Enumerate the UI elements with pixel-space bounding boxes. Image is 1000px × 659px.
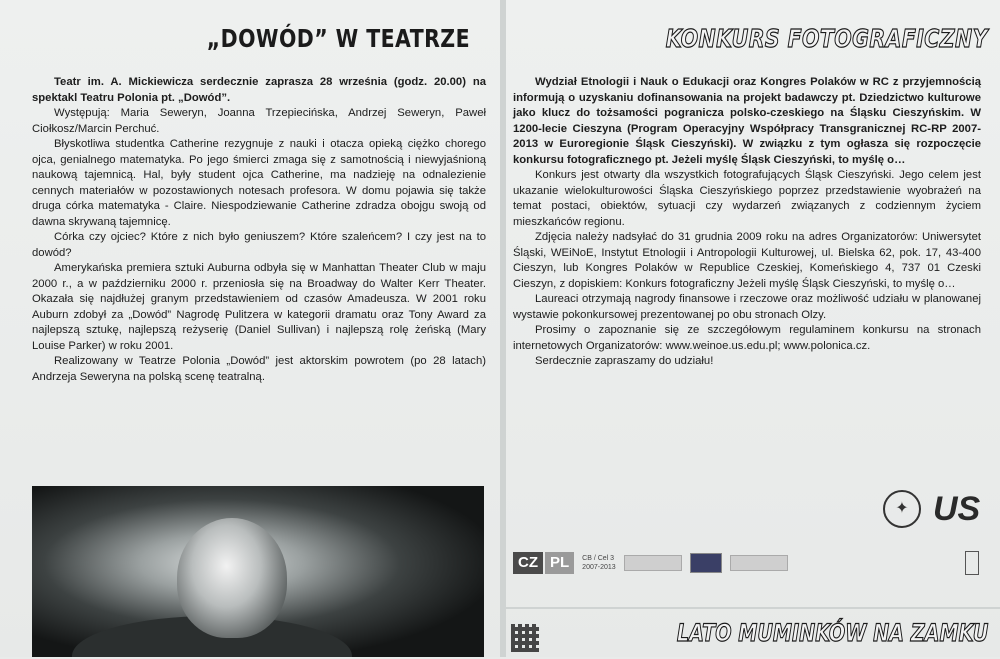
- cz-label: CZ: [513, 552, 543, 574]
- euroregion-emblem-icon: [965, 551, 979, 575]
- left-article-text: [32, 75, 486, 385]
- institute-logo-icon: ✦: [883, 490, 921, 528]
- right-paragraph-3: Zdjęcia należy nadsyłać do 31 grudnia 2009 roku na adres Organizatorów: Uniwersytet Śląski, WEiNoE, Instytut Etnologii i Antropologii Kulturowej, ul. Bielska 62, pok. 17, 43-400 Cieszyn, lub Kongres Polaków w Republice Czeskiej, Komeńskiego 4, 737 01 Czeski Cieszyn, z dopiskiem: Konkurs fotograficzny Jeżeli myślę Śląsk Cieszyński, to myślę o…: [513, 231, 981, 290]
- eu-flag-icon: [690, 553, 722, 573]
- funding-logo-strip: [513, 548, 983, 578]
- right-paragraph-2: Konkurs jest otwarty dla wszystkich fotografujących Śląsk Cieszyński. Jego celem jest ukazanie wielokulturowości Śląska Cieszyńskiego poprzez przedstawienie wyobrażeń na temat postaci, obiektów, sytuacji czy wydarzeń związanych z codziennym życiem mieszkańców regionu.: [513, 169, 981, 228]
- actor-photo: [32, 486, 484, 657]
- left-column: [0, 0, 500, 657]
- left-paragraph-4: Córka czy ojciec? Które z nich było geniuszem? Które szaleńcem? I czy jest na to dowód?: [32, 231, 486, 259]
- left-paragraph-6: Realizowany w Teatrze Polonia „Dowód” jest aktorskim powrotem (po 28 latach) Andrzeja Seweryna na polską scenę teatralną.: [32, 355, 486, 383]
- right-paragraph-1: Wydział Etnologii i Nauk o Edukacji oraz Kongres Polaków w RC z przyjemnością informują o uzyskaniu dofinansowania na projekt badawczy pt. Dziedzictwo kulturowe jako klucz do tożsamości pogranicza polsko-czeskiego na Śląsku Cieszyńskim. W 1200-lecie Cieszyna (Program Operacyjny Współpracy Transgranicznej RC-RP 2007-2013 w Euroregionie Śląsk Cieszyński). W związku z tym ogłasza się rozpoczęcie konkursu fotograficznego pt. Jeżeli myślę Śląsk Cieszyński, to myślę o…: [513, 76, 981, 166]
- next-article-headline: LATO MUMINKÓW NA ZAMKU: [676, 619, 988, 647]
- university-logo: US: [933, 490, 981, 528]
- left-paragraph-3: Błyskotliwa studentka Catherine rezygnuje z nauki i otacza opieką ciężko chorego ojca, genialnego matematyka. Po jego śmierci zmaga się z samotnością i niewyjaśnioną naukową tajemnicą. Hal, były student ojca Catherine, ma nadzieję na odnalezienie cennych materiałów w pozostawionych notesach profesora. W domu pojawia się także druga córka matematyka - Claire. Niespodziewanie Catherine zdradza obojgu swoją od dawna skrywaną tajemnicę.: [32, 138, 486, 228]
- next-article-bar: [505, 607, 1000, 659]
- photo-face: [177, 518, 287, 638]
- left-headline: „DOWÓD” W TEATRZE: [206, 24, 470, 53]
- right-headline: KONKURS FOTOGRAFICZNY: [665, 24, 988, 53]
- program-label: CB / Cel 3 2007-2013: [582, 555, 616, 571]
- right-paragraph-6: Serdecznie zapraszamy do udziału!: [535, 355, 714, 367]
- eu-fund-text-logo: [624, 555, 682, 571]
- euroregion-text-logo: [730, 555, 788, 571]
- left-paragraph-1: Teatr im. A. Mickiewicza serdecznie zaprasza 28 września (godz. 20.00) na spektakl Teatru Polonia pt. „Dowód”.: [32, 76, 486, 104]
- sponsor-logos: [513, 490, 993, 580]
- left-paragraph-2: Występują: Maria Seweryn, Joanna Trzepiecińska, Andrzej Seweryn, Paweł Ciołkosz/Marcin Perchuć.: [32, 107, 486, 135]
- right-paragraph-5: Prosimy o zapoznanie się ze szczegółowym regulaminem konkursu na stronach internetowych Organizatorów: www.weinoe.us.edu.pl; www.polonica.cz.: [513, 324, 981, 352]
- left-paragraph-5: Amerykańska premiera sztuki Auburna odbyła się w Manhattan Theater Club w maju 2000 r., a w październiku 2000 r. przeniosła się na Broadway do Walter Kerr Theater. Okazała się najdłużej granym przedstawieniem od czasów Amadeusza. W 2001 roku Auburn zdobył za „Dowód” Nagrodę Pulitzera w kategorii dramatu oraz Tony Award za najlepszą sztukę, najlepszą reżyserię (Daniel Sullivan) i najlepszą rolę żeńską (Mary Louise Parker) w roku 2001.: [32, 262, 486, 352]
- pl-label: PL: [545, 552, 574, 574]
- right-column: [505, 0, 1000, 657]
- right-article-text: [513, 75, 981, 370]
- right-paragraph-4: Laureaci otrzymają nagrody finansowe i rzeczowe oraz możliwość udziału w planowanej wystawie pokonkursowej prezentowanej po obu stronach Olzy.: [513, 293, 981, 321]
- castle-icon: [511, 624, 539, 652]
- cz-pl-logo: [513, 552, 574, 574]
